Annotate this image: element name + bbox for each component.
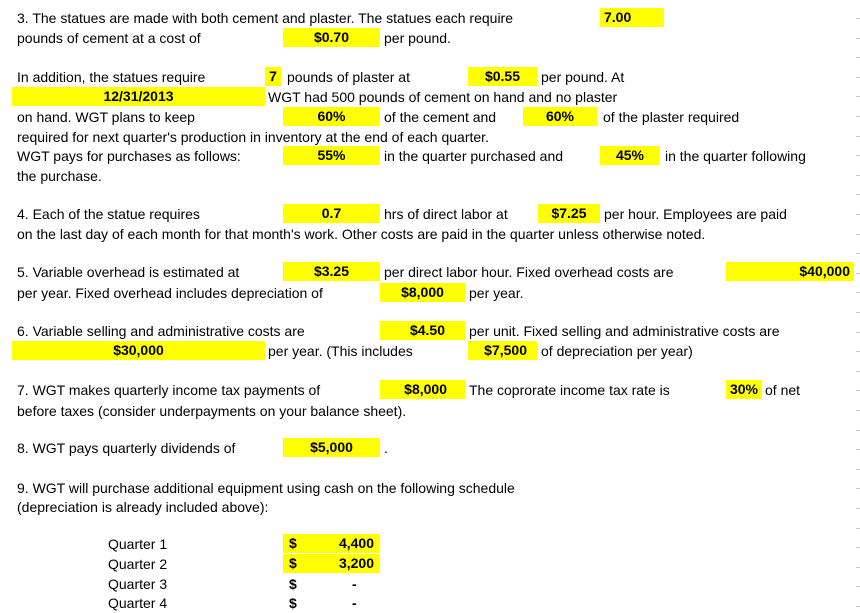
gridline-tick [856, 567, 860, 568]
quarter-4-label: Quarter 4 [108, 595, 168, 611]
gridline-tick [856, 253, 860, 254]
gridline-tick [856, 449, 860, 450]
quarter-4-currency: $ [289, 595, 297, 611]
gridline-tick [856, 155, 860, 156]
plaster-cost-cell[interactable]: $0.55 [468, 67, 537, 86]
sa-depr-cell[interactable]: $7,500 [468, 341, 537, 360]
right-edge-gridlines [856, 0, 860, 613]
gridline-tick [856, 312, 860, 313]
gridline-tick [856, 38, 860, 39]
gridline-tick [856, 273, 860, 274]
cement-pounds-cell[interactable]: 7.00 [600, 8, 664, 27]
quarter-4-amount: - [352, 595, 357, 611]
of-net-text: of net [765, 382, 801, 398]
gridline-tick [856, 351, 860, 352]
of-cement-text: of the cement and [384, 109, 497, 125]
quarter-3-currency: $ [289, 576, 297, 592]
gridline-tick [856, 469, 860, 470]
gridline-tick [856, 488, 860, 489]
required-next-text: required for next quarter's production in inventory at the end of each quarter. [17, 129, 489, 145]
per-year-includes-text: per year. (This includes [268, 343, 413, 359]
date-cell[interactable]: 12/31/2013 [12, 87, 265, 106]
var-overhead-cell[interactable]: $3.25 [283, 262, 380, 281]
per-pound-text: per pound. [384, 30, 451, 46]
hrs-at-text: hrs of direct labor at [384, 206, 508, 222]
pounds-plaster-text: pounds of plaster at [287, 69, 410, 85]
gridline-tick [856, 586, 860, 587]
s4-line2: on the last day of each month for that month's work. Other costs are paid in the quarter unless otherwise noted. [17, 226, 706, 242]
cement-cost-cell[interactable]: $0.70 [283, 28, 380, 47]
fixed-sa-cell[interactable]: $30,000 [12, 341, 265, 360]
gridline-tick [856, 528, 860, 529]
quarter-1-cell[interactable] [283, 534, 380, 553]
gridline-tick [856, 18, 860, 19]
overhead-depr-cell[interactable]: $8,000 [380, 283, 465, 302]
gridline-tick [856, 77, 860, 78]
s6-line1: 6. Variable selling and administrative costs are [17, 323, 305, 339]
of-depr-text: of depreciation per year) [541, 343, 693, 359]
gridline-tick [856, 96, 860, 97]
quarter-1-amount: 4,400 [338, 535, 374, 551]
gridline-tick [856, 57, 860, 58]
following-text: in the quarter following [665, 148, 806, 164]
gridline-tick [856, 371, 860, 372]
gridline-tick [856, 430, 860, 431]
purchase-text: the purchase. [17, 168, 102, 184]
per-unit-text: per unit. Fixed selling and administrative costs are [469, 323, 780, 339]
var-sa-cell[interactable]: $4.50 [380, 321, 465, 340]
gridline-tick [856, 390, 860, 391]
tax-rate-cell[interactable]: 30% [726, 380, 762, 399]
quarter-2-cell[interactable] [283, 554, 380, 573]
gridline-tick [856, 292, 860, 293]
gridline-tick [856, 508, 860, 509]
tax-rate-text: The coprorate income tax rate is [469, 382, 670, 398]
fixed-overhead-cell[interactable]: $40,000 [726, 262, 854, 281]
gridline-tick [856, 234, 860, 235]
per-hour-text: per hour. Employees are paid [604, 206, 787, 222]
in-quarter-text: in the quarter purchased and [384, 148, 564, 164]
s8-line1: 8. WGT pays quarterly dividends of [17, 440, 236, 456]
addition-text: In addition, the statues require [17, 69, 206, 85]
gridline-tick [856, 410, 860, 411]
gridline-tick [856, 175, 860, 176]
gridline-tick [856, 116, 860, 117]
per-year-text: per year. [469, 285, 524, 301]
s7-line1: 7. WGT makes quarterly income tax payments of [17, 382, 321, 398]
plaster-pct-cell[interactable]: 60% [523, 107, 597, 126]
quarter-3-label: Quarter 3 [108, 576, 168, 592]
hours-cell[interactable]: 0.7 [283, 204, 380, 223]
gridline-tick [856, 136, 860, 137]
s7-line2: before taxes (consider underpayments on your balance sheet). [17, 403, 407, 419]
gridline-tick [856, 194, 860, 195]
gridline-tick [856, 332, 860, 333]
pay-pct-2-cell[interactable]: 45% [600, 146, 660, 165]
dividends-period: . [384, 440, 388, 456]
per-dlh-text: per direct labor hour. Fixed overhead costs are [384, 264, 674, 280]
s9-line2: (depreciation is already included above): [17, 499, 269, 515]
quarter-3-amount: - [352, 576, 357, 592]
gridline-tick [856, 547, 860, 548]
s3-line1: 3. The statues are made with both cement and plaster. The statues each require [17, 10, 514, 26]
pays-text: WGT pays for purchases as follows: [17, 148, 241, 164]
s4-line1: 4. Each of the statue requires [17, 206, 200, 222]
s5-line1: 5. Variable overhead is estimated at [17, 264, 240, 280]
of-plaster-text: of the plaster required [603, 109, 740, 125]
quarter-2-currency: $ [289, 555, 297, 571]
labor-rate-cell[interactable]: $7.25 [538, 204, 600, 223]
quarter-2-label: Quarter 2 [108, 556, 168, 572]
on-hand-text: WGT had 500 pounds of cement on hand and no plaster [268, 89, 618, 105]
s5-line2: per year. Fixed overhead includes depreciation of [17, 285, 323, 301]
tax-payment-cell[interactable]: $8,000 [380, 380, 465, 399]
per-pound-at-text: per pound. At [541, 69, 625, 85]
quarter-2-amount: 3,200 [338, 555, 374, 571]
gridline-tick [856, 606, 860, 607]
s3-line2: pounds of cement at a cost of [17, 30, 201, 46]
gridline-tick [856, 214, 860, 215]
dividends-cell[interactable]: $5,000 [283, 438, 380, 457]
pay-pct-1-cell[interactable]: 55% [283, 146, 380, 165]
plans-text: on hand. WGT plans to keep [17, 109, 195, 125]
cement-pct-cell[interactable]: 60% [283, 107, 380, 126]
s9-line1: 9. WGT will purchase additional equipment using cash on the following schedule [17, 480, 515, 496]
plaster-pounds-cell[interactable]: 7 [265, 67, 281, 86]
quarter-1-label: Quarter 1 [108, 536, 168, 552]
quarter-1-currency: $ [289, 535, 297, 551]
